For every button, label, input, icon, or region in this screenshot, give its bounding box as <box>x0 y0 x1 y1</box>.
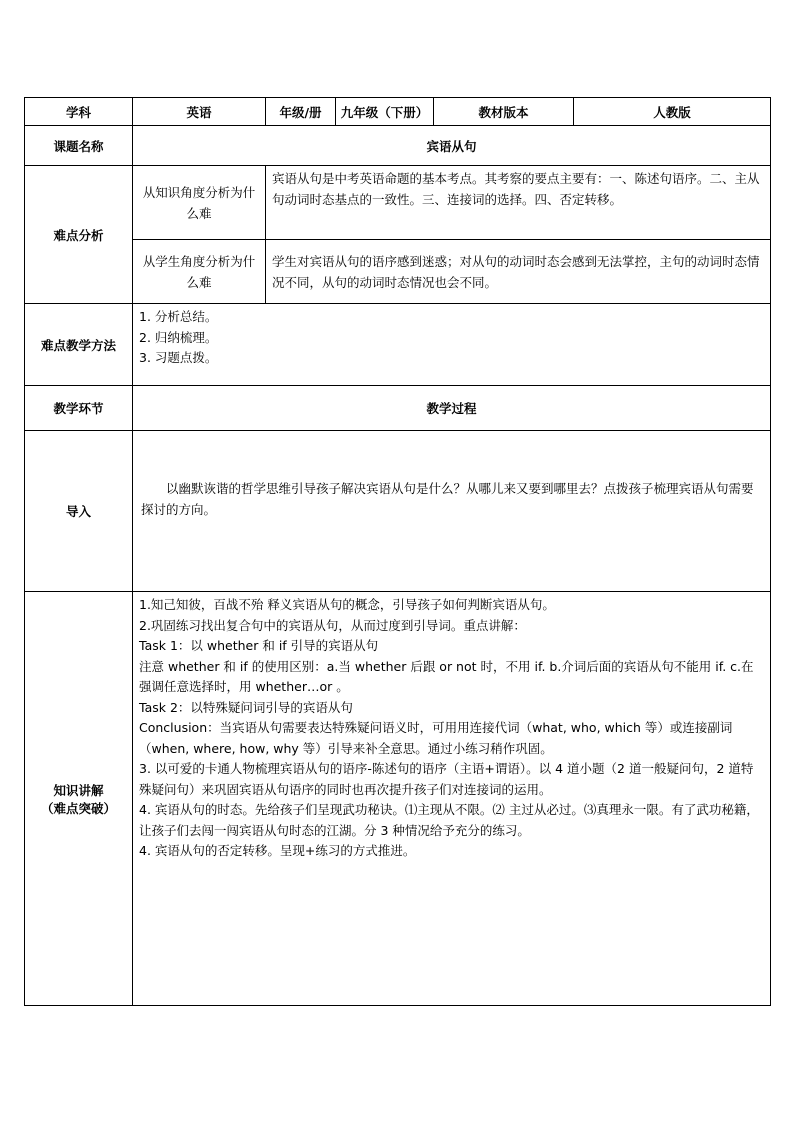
knowledge-angle-label: 从知识角度分析为什么难 <box>133 166 266 240</box>
knowledge-line: Conclusion：当宾语从句需要表达特殊疑问语义时，可用用连接代词（what, who, which 等）或连接副词（when, where, how, why 等）引导来补全意思。通过小练习稍作巩固。 <box>139 720 733 756</box>
process-label: 教学过程 <box>133 386 771 431</box>
difficulty-label: 难点分析 <box>25 166 133 304</box>
lesson-plan-table <box>24 97 771 1006</box>
knowledge-label: 知识讲解 <box>53 782 104 798</box>
edition-value: 人教版 <box>574 98 771 126</box>
header-row <box>25 98 771 126</box>
knowledge-line: Task 2：以特殊疑问词引导的宾语从句 <box>139 699 353 715</box>
knowledge-row <box>25 592 771 1006</box>
topic-row <box>25 126 771 166</box>
intro-label: 导入 <box>25 431 133 592</box>
edition-label: 教材版本 <box>434 98 574 126</box>
knowledge-sublabel: （难点突破） <box>40 800 116 816</box>
intro-text: 以幽默诙谐的哲学思维引导孩子解决宾语从句是什么？从哪儿来又要到哪里去？点拨孩子梳理宾语从句需要探讨的方向。 <box>141 481 754 517</box>
topic-value: 宾语从句 <box>133 126 771 166</box>
difficulty-knowledge-row <box>25 166 771 240</box>
method-item: 3. 习题点拨。 <box>139 350 218 365</box>
method-row <box>25 304 771 386</box>
process-header-row <box>25 386 771 431</box>
grade-value: 九年级（下册） <box>336 98 434 126</box>
knowledge-content <box>133 592 771 1006</box>
knowledge-line: 4. 宾语从句的时态。先给孩子们呈现武功秘诀。⑴主现从不限。⑵ 主过从必过。⑶真理永一限。有了武功秘籍，让孩子们去闯一闯宾语从句时态的江湖。分 3 种情况给予充分的练习。 <box>139 802 759 838</box>
knowledge-angle-text: 宾语从句是中考英语命题的基本考点。其考察的要点主要有：一、陈述句语序。二、主从句动词时态基点的一致性。三、连接词的选择。四、否定转移。 <box>266 166 771 240</box>
topic-label: 课题名称 <box>25 126 133 166</box>
process-stage-label: 教学环节 <box>25 386 133 431</box>
intro-row <box>25 431 771 592</box>
knowledge-line: 1.知己知彼，百战不殆 释义宾语从句的概念，引导孩子如何判断宾语从句。 <box>139 597 555 612</box>
student-angle-label: 从学生角度分析为什么难 <box>133 240 266 304</box>
subject-value: 英语 <box>133 98 266 126</box>
knowledge-line: Task 1：以 whether 和 if 引导的宾语从句 <box>139 638 379 653</box>
grade-label: 年级/册 <box>266 98 336 126</box>
difficulty-student-row <box>25 240 771 304</box>
knowledge-line: 4. 宾语从句的否定转移。呈现+练习的方式推进。 <box>139 843 416 858</box>
knowledge-line: 注意 whether 和 if 的使用区别：a.当 whether 后跟 or not 时，不用 if. b.介词后面的宾语从句不能用 if. c.在强调任意选择时，用 whether…or 。 <box>139 658 754 694</box>
student-angle-text: 学生对宾语从句的语序感到迷惑；对从句的动词时态会感到无法掌控，主句的动词时态情况不同，从句的动词时态情况也会不同。 <box>266 240 771 304</box>
subject-label: 学科 <box>25 98 133 126</box>
knowledge-line: 3. 以可爱的卡通人物梳理宾语从句的语序-陈述句的语序（主语+谓语）。以 4 道小题（2 道一般疑问句，2 道特殊疑问句）来巩固宾语从句语序的同时也再次提升孩子们对连接词的运用。 <box>139 761 754 797</box>
knowledge-line: 2.巩固练习找出复合句中的宾语从句，从而过度到引导词。重点讲解： <box>139 617 526 633</box>
method-list <box>133 304 771 386</box>
method-label: 难点教学方法 <box>25 304 133 386</box>
method-item: 1. 分析总结。 <box>139 309 218 324</box>
method-item: 2. 归纳梳理。 <box>139 329 218 345</box>
knowledge-label-cell <box>25 592 133 1006</box>
